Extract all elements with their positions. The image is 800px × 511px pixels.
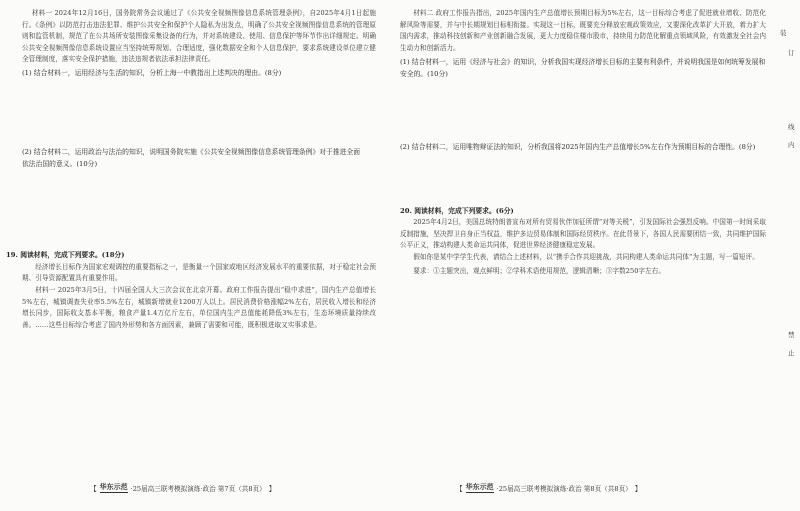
question-19-heading: 19. 阅读材料，完成下列要求。(18分): [6, 251, 125, 260]
margin-char-4: 内: [788, 141, 795, 149]
binding-margin: [776, 0, 800, 511]
footer-brand-logo: 华东示范: [99, 483, 128, 491]
question-20-requirements: 要求：①主题突出，观点鲜明；②学科术语使用规范，逻辑清晰；③字数250字左右。: [413, 266, 666, 275]
exam-page-right: [392, 0, 770, 511]
margin-char-5: 禁: [788, 331, 795, 339]
margin-char-3: 线: [788, 123, 795, 131]
material-1-paragraph: 材料一 2024年12月16日，国务院常务会议通过了《公共安全视频图像信息系统管理条例》，自2025年4月1日起施行。《条例》以防范打击违法犯罪、维护公共安全和保护个人隐私为出发点，明确了公共安全视频图像信息系统的管理原则和监管机制，规范了在公共场所安装图像采集设备的行为，并对系统建设、使用、信息保护等环节作出详细规定。明确公共安全视频图像信息系统设置应当坚持统筹规划、合理适度，强化数据安全和个人信息保护，要求系统建设单位建立健全管理制度，落实安全保护措施，违法违规者依法承担法律责任。: [22, 9, 376, 64]
question-19-2: (2) 结合材料二，运用唯物辩证法的知识，分析我国将2025年国内生产总值增长5%左右作为预期目标的合理性。(8分): [400, 143, 756, 152]
answer-space-19-2: [400, 154, 766, 206]
answer-space-18-1: [22, 79, 376, 147]
margin-char-1: 装: [780, 29, 787, 37]
footer-brand-logo: 华东示范: [465, 483, 494, 491]
question-20-material: 2025年4月2日，美国总统特朗普宣布对所有贸易伙伴加征所谓“对等关税”，引发国际社会强烈反响。中国第一时间采取反制措施，坚决捍卫自身正当权益，维护多边贸易体制和国际经贸秩序。在此背景下，各国人民需要团结一致，共同维护国际公平正义，推动构建人类命运共同体，促进世界经济健康稳定发展。: [400, 218, 766, 250]
footer-page-info: ·25届高三联考模拟演练·政治 第7页（共8页）: [130, 484, 266, 493]
answer-space-19-1: [400, 80, 766, 142]
material-gdp-paragraph: 材料一 2025年3月5日，十四届全国人大三次会议在北京开幕。政府工作报告提出“稳中求进”，国内生产总值增长5%左右，城镇调查失业率5.5%左右，城镇新增就业1200万人以上。居民消费价格涨幅2%左右，居民收入增长和经济增长同步，国际收支基本平衡，粮食产量1.4万亿斤左右，单位国内生产总值能耗降低3%左右，生态环境质量持续改善。……这些目标综合考虑了国内外形势和各方面因素，兼顾了需要和可能，既积极进取又实事求是。: [22, 285, 376, 329]
margin-char-6: 止: [788, 349, 795, 357]
exam-page-left: [0, 0, 382, 511]
question-20-heading: 20. 阅读材料，完成下列要求。(6分): [400, 206, 514, 215]
question-19-intro: 经济增长目标作为国家宏观调控的重要指标之一，是衡量一个国家或地区经济发展水平的重要依据，对于稳定社会预期、引导资源配置具有重要作用。: [22, 262, 376, 283]
footer-right: 【 华东示范 ·25届高三联考模拟演练·政治 第8页（共8页） 】: [456, 483, 642, 493]
answer-space-18-2: [22, 170, 376, 250]
question-19-1: (1) 结合材料一，运用《经济与社会》的知识，分析我国实现经济增长目标的主要有利条件，并说明我国是如何统筹发展和安全的。(10分): [400, 58, 766, 78]
footer-page-info: ·25届高三联考模拟演练·政治 第8页（共8页）: [496, 484, 632, 493]
footer-left: 【 华东示范 ·25届高三联考模拟演练·政治 第7页（共8页） 】: [90, 483, 276, 493]
question-18-2: (2) 结合材料二，运用政治与法治的知识，说明国务院实施《公共安全视频图像信息系统管理条例》对于推进全面依法治国的意义。(10分): [22, 148, 361, 168]
question-18-1: (1) 结合材料一，运用经济与生活的知识，分析上海一中教指出上述判决的理由。(8分): [22, 68, 282, 77]
margin-char-2: 订: [788, 49, 795, 57]
question-20-task: 假如你是某中学学生代表，请结合上述材料，以“携手合作共迎挑战，共同构建人类命运共同体”为主题，写一篇短评。: [413, 252, 759, 261]
material-2-paragraph: 材料二 政府工作报告指出，2025年国内生产总值增长预期目标为5%左右，这一目标综合考虑了促进就业增收、防范化解风险等需要，并与中长期规划目标相衔接。实现这一目标，既要充分释放宏观政策效应，又要深化改革扩大开放，着力扩大国内需求，推动科技创新和产业创新融合发展，更大力度稳住楼市股市，持续用力防范化解重点领域风险，有效激发全社会内生动力和创新活力。: [400, 9, 766, 52]
